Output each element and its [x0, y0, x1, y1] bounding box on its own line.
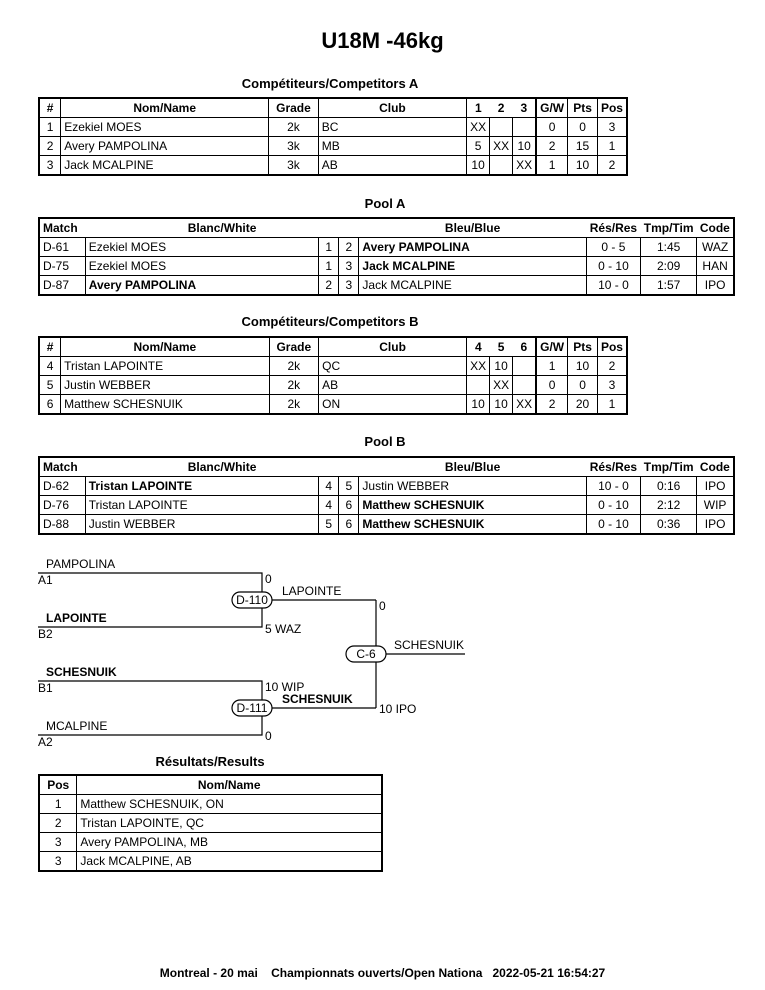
- blue-num: 3: [339, 257, 359, 276]
- final-bottom-score: 10 IPO: [379, 702, 417, 716]
- match-result: 0 - 10: [586, 496, 640, 515]
- match-time: 0:36: [641, 515, 697, 535]
- semi2-match-label: D-111: [236, 701, 268, 715]
- match-code: IPO: [697, 276, 734, 296]
- match-row: [39, 477, 734, 496]
- score-m2: [490, 118, 513, 137]
- match-code: IPO: [697, 515, 734, 535]
- competitor-name: Matthew SCHESNUIK: [61, 395, 269, 415]
- col-time: Tmp/Tim: [643, 460, 694, 474]
- points: 15: [568, 137, 598, 156]
- competitors-b-heading: Compétiteurs/Competitors B: [241, 314, 419, 329]
- col-match: Match: [43, 221, 78, 235]
- result-pos: 2: [39, 814, 77, 833]
- col-gw: G/W: [536, 98, 568, 118]
- semi1-bottom-seed: B2: [38, 627, 53, 641]
- score-m1: XX: [467, 118, 490, 137]
- blue-competitor: Avery PAMPOLINA: [359, 238, 586, 257]
- semi2-top-seed: B1: [38, 681, 53, 695]
- col-pos: Pos: [597, 98, 627, 118]
- competitor-name: Justin WEBBER: [61, 376, 269, 395]
- page-title: U18M -46kg: [321, 28, 444, 53]
- semi2-bottom-score: 0: [265, 729, 272, 743]
- match-id: D-76: [39, 496, 85, 515]
- blue-num: 3: [339, 276, 359, 296]
- match-row: [39, 276, 734, 296]
- semi2-bottom-name: MCALPINE: [46, 719, 108, 733]
- result-pos: 1: [39, 795, 77, 814]
- col-num: #: [39, 98, 61, 118]
- semi2-winner: SCHESNUIK: [282, 692, 353, 706]
- competitors-a-heading: Compétiteurs/Competitors A: [241, 76, 419, 91]
- table-row: [39, 814, 382, 833]
- col-res: Rés/Res: [589, 460, 638, 474]
- semi1-top-name: PAMPOLINA: [46, 557, 116, 571]
- col-res: Rés/Res: [589, 221, 638, 235]
- score-m3: [513, 118, 537, 137]
- match-row: [39, 238, 734, 257]
- table-row: [39, 795, 382, 814]
- competitor-club: AB: [319, 376, 467, 395]
- blue-competitor: Jack MCALPINE: [359, 257, 586, 276]
- score-m2: 10: [490, 357, 513, 376]
- col-num: #: [39, 337, 61, 357]
- blue-competitor: Matthew SCHESNUIK: [359, 496, 586, 515]
- wins: 1: [536, 357, 568, 376]
- col-pos: Pos: [39, 775, 77, 795]
- position: 1: [597, 395, 627, 415]
- score-m2: XX: [490, 137, 513, 156]
- semi1-winner: LAPOINTE: [282, 584, 342, 598]
- table-row: [39, 137, 627, 156]
- pool-a-heading: Pool A: [364, 196, 406, 211]
- table-row: [39, 118, 627, 137]
- points: 20: [568, 395, 598, 415]
- result-name: Jack MCALPINE, AB: [77, 852, 382, 872]
- competitor-club: ON: [319, 395, 467, 415]
- blue-competitor: Matthew SCHESNUIK: [359, 515, 586, 535]
- table-row: [39, 156, 627, 176]
- competitor-name: Tristan LAPOINTE: [61, 357, 269, 376]
- score-m1: 10: [467, 395, 490, 415]
- competitor-club: MB: [318, 137, 466, 156]
- white-num: 4: [319, 477, 339, 496]
- competitor-num: 1: [39, 118, 61, 137]
- table-row: [39, 852, 382, 872]
- wins: 1: [536, 156, 568, 176]
- col-pts: Pts: [568, 337, 598, 357]
- blue-num: 5: [339, 477, 359, 496]
- semi1-top-score: 0: [265, 572, 272, 586]
- col-m3: 3: [513, 98, 537, 118]
- match-row: [39, 515, 734, 535]
- table-row: [39, 357, 627, 376]
- col-white: Blanc/White: [187, 221, 257, 235]
- blue-competitor: Justin WEBBER: [359, 477, 586, 496]
- match-time: 1:45: [641, 238, 697, 257]
- semi2-top-name: SCHESNUIK: [46, 665, 117, 679]
- points: 10: [568, 357, 598, 376]
- result-name: Matthew SCHESNUIK, ON: [77, 795, 382, 814]
- col-gw: G/W: [536, 337, 568, 357]
- score-m1: 5: [467, 137, 490, 156]
- col-m1: 4: [474, 340, 482, 354]
- white-competitor: Tristan LAPOINTE: [85, 496, 318, 515]
- white-num: 4: [319, 496, 339, 515]
- col-m1: 1: [474, 101, 482, 115]
- col-m2: 2: [497, 101, 505, 115]
- match-id: D-61: [39, 238, 85, 257]
- score-m1: 10: [467, 156, 490, 176]
- wins: 2: [536, 137, 568, 156]
- competitor-grade: 3k: [269, 137, 319, 156]
- match-time: 2:12: [641, 496, 697, 515]
- semi2-top-score: 10 WIP: [265, 680, 305, 694]
- results-table: [38, 774, 383, 872]
- score-m1: XX: [467, 357, 490, 376]
- pool-a-table: [38, 217, 735, 296]
- competitors-a-table: [38, 97, 628, 176]
- position: 2: [597, 156, 627, 176]
- result-name: Tristan LAPOINTE, QC: [77, 814, 382, 833]
- match-id: D-62: [39, 477, 85, 496]
- white-competitor: Ezekiel MOES: [85, 238, 318, 257]
- score-m3: [513, 357, 537, 376]
- position: 3: [597, 376, 627, 395]
- result-pos: 3: [39, 833, 77, 852]
- competitor-name: Jack MCALPINE: [61, 156, 269, 176]
- match-result: 0 - 10: [586, 515, 640, 535]
- white-competitor: Tristan LAPOINTE: [85, 477, 318, 496]
- wins: 0: [536, 376, 568, 395]
- col-code: Code: [699, 221, 730, 235]
- match-id: D-87: [39, 276, 85, 296]
- white-num: 1: [319, 238, 339, 257]
- semi1-top-seed: A1: [38, 573, 53, 587]
- score-m3: [513, 376, 537, 395]
- semi1-match-label: D-110: [236, 593, 268, 607]
- match-code: HAN: [697, 257, 734, 276]
- score-m3: XX: [513, 156, 537, 176]
- match-time: 1:57: [641, 276, 697, 296]
- position: 1: [597, 137, 627, 156]
- col-name: Nom/Name: [61, 337, 269, 357]
- blue-num: 6: [339, 515, 359, 535]
- col-blue: Bleu/Blue: [444, 221, 501, 235]
- white-num: 2: [319, 276, 339, 296]
- match-row: [39, 496, 734, 515]
- competitor-grade: 3k: [269, 156, 319, 176]
- white-num: 1: [319, 257, 339, 276]
- white-competitor: Justin WEBBER: [85, 515, 318, 535]
- pool-b-table: [38, 456, 735, 535]
- match-code: WIP: [697, 496, 734, 515]
- col-time: Tmp/Tim: [643, 221, 694, 235]
- col-white: Blanc/White: [187, 460, 257, 474]
- competitor-num: 4: [39, 357, 61, 376]
- score-m3: XX: [513, 395, 537, 415]
- competitor-grade: 2k: [269, 376, 319, 395]
- result-name: Avery PAMPOLINA, MB: [77, 833, 382, 852]
- score-m2: [490, 156, 513, 176]
- points: 0: [568, 118, 598, 137]
- competitor-club: BC: [318, 118, 466, 137]
- match-time: 0:16: [641, 477, 697, 496]
- wins: 0: [536, 118, 568, 137]
- col-grade: Grade: [269, 337, 319, 357]
- final-match-label: C-6: [356, 647, 376, 661]
- col-name: Nom/Name: [61, 98, 269, 118]
- competitor-grade: 2k: [269, 395, 319, 415]
- table-row: [39, 833, 382, 852]
- competitor-club: QC: [319, 357, 467, 376]
- competitor-num: 6: [39, 395, 61, 415]
- table-row: [39, 395, 627, 415]
- competitor-club: AB: [318, 156, 466, 176]
- table-row: [39, 376, 627, 395]
- blue-num: 6: [339, 496, 359, 515]
- competitors-b-table: [38, 336, 628, 415]
- elimination-bracket: [0, 550, 520, 750]
- col-m3: 6: [513, 337, 537, 357]
- result-pos: 3: [39, 852, 77, 872]
- col-grade: Grade: [269, 98, 319, 118]
- final-winner: SCHESNUIK: [394, 638, 465, 652]
- points: 0: [568, 376, 598, 395]
- col-code: Code: [699, 460, 730, 474]
- match-row: [39, 257, 734, 276]
- match-time: 2:09: [641, 257, 697, 276]
- match-result: 10 - 0: [586, 276, 640, 296]
- page-footer: Montreal - 20 mai Championnats ouverts/Open Nationa 2022-05-21 16:54:27: [159, 966, 606, 980]
- position: 3: [597, 118, 627, 137]
- score-m2: 10: [490, 395, 513, 415]
- competitor-grade: 2k: [269, 357, 319, 376]
- semi2-bottom-seed: A2: [38, 735, 53, 749]
- match-result: 0 - 10: [586, 257, 640, 276]
- col-blue: Bleu/Blue: [444, 460, 501, 474]
- blue-competitor: Jack MCALPINE: [359, 276, 586, 296]
- score-m3: 10: [513, 137, 537, 156]
- match-id: D-75: [39, 257, 85, 276]
- score-m2: XX: [490, 376, 513, 395]
- competitor-num: 5: [39, 376, 61, 395]
- white-num: 5: [319, 515, 339, 535]
- col-club: Club: [319, 337, 467, 357]
- col-club: Club: [318, 98, 466, 118]
- col-match: Match: [43, 460, 78, 474]
- semi1-bottom-name: LAPOINTE: [46, 611, 107, 625]
- match-code: WAZ: [697, 238, 734, 257]
- semi1-bottom-score: 5 WAZ: [265, 622, 302, 636]
- position: 2: [597, 357, 627, 376]
- competitor-name: Ezekiel MOES: [61, 118, 269, 137]
- col-m2: 5: [497, 340, 505, 354]
- wins: 2: [536, 395, 568, 415]
- blue-num: 2: [339, 238, 359, 257]
- competitor-num: 3: [39, 156, 61, 176]
- col-pos: Pos: [597, 337, 627, 357]
- competitor-num: 2: [39, 137, 61, 156]
- final-top-score: 0: [379, 599, 386, 613]
- col-name: Nom/Name: [77, 775, 382, 795]
- col-pts: Pts: [568, 98, 598, 118]
- pool-b-heading: Pool B: [364, 434, 406, 449]
- results-heading: Résultats/Results: [155, 754, 265, 769]
- match-id: D-88: [39, 515, 85, 535]
- competitor-grade: 2k: [269, 118, 319, 137]
- white-competitor: Avery PAMPOLINA: [85, 276, 318, 296]
- white-competitor: Ezekiel MOES: [85, 257, 318, 276]
- match-result: 0 - 5: [586, 238, 640, 257]
- match-code: IPO: [697, 477, 734, 496]
- match-result: 10 - 0: [586, 477, 640, 496]
- score-m1: [467, 376, 490, 395]
- points: 10: [568, 156, 598, 176]
- competitor-name: Avery PAMPOLINA: [61, 137, 269, 156]
